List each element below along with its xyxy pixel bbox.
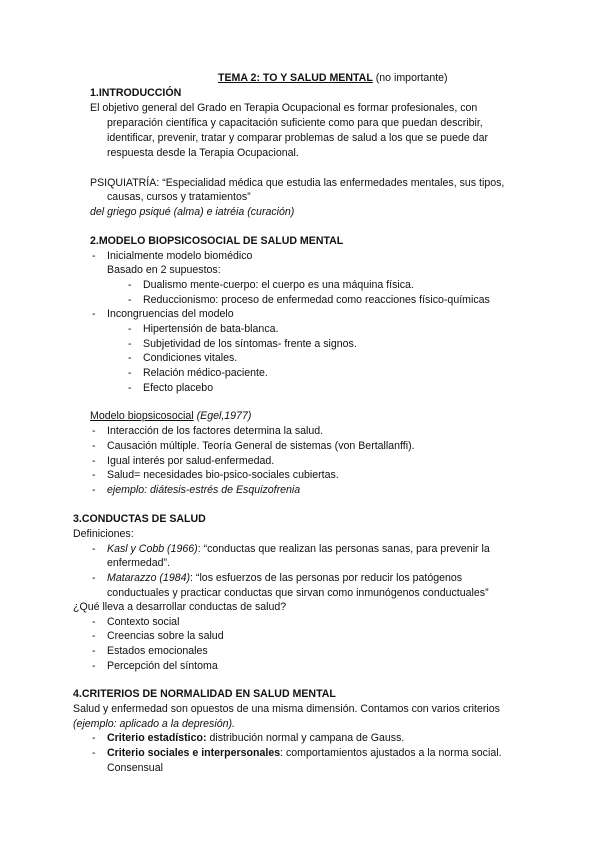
bps-title: Modelo biopsicosocial <box>90 410 194 422</box>
definition-author: Matarazzo (1984) <box>107 572 191 584</box>
biomedical-model-item: Inicialmente modelo biomédico <box>107 250 253 262</box>
bullet-dash: - <box>128 338 132 350</box>
bullet-dash: - <box>92 469 96 481</box>
incongruence-item: Condiciones vitales. <box>143 352 238 364</box>
title-main: TEMA 2: TO Y SALUD MENTAL <box>218 72 373 84</box>
criterion-label: Criterio sociales e interpersonales <box>107 747 281 759</box>
section-1-heading: 1.INTRODUCCIÓN <box>90 87 182 99</box>
definitions-label: Definiciones: <box>73 528 134 540</box>
definition-author: Kasl y Cobb (1966) <box>107 543 198 555</box>
criterion-text: distribución normal y campana de Gauss. <box>206 732 405 744</box>
criterion-label: Criterio estadístico: <box>107 732 207 744</box>
bullet-dash: - <box>92 747 96 759</box>
factor-item: Contexto social <box>107 616 180 628</box>
document-title <box>218 71 448 86</box>
normality-example: (ejemplo: aplicado a la depresión). <box>73 718 235 730</box>
bps-item: Causación múltiple. Teoría General de sistemas (von Bertallanffi). <box>107 440 415 452</box>
criterion-text: : comportamientos ajustados a la norma social. <box>280 747 502 759</box>
bullet-dash: - <box>128 294 132 306</box>
psiquiatria-definition-line-1: PSIQUIATRÍA: “Especialidad médica que estudia las enfermedades mentales, sus tipos, <box>90 177 505 189</box>
intro-paragraph-line-3: identificar, prevenir, tratar y comparar problemas de salud a los que se puede dar <box>107 132 488 144</box>
factor-item: Estados emocionales <box>107 645 208 657</box>
bullet-dash: - <box>92 484 96 496</box>
bullet-dash: - <box>128 367 132 379</box>
factor-item: Percepción del síntoma <box>107 660 218 672</box>
definition-continuation: enfermedad”. <box>107 557 171 569</box>
health-behaviour-question: ¿Qué lleva a desarrollar conductas de salud? <box>73 601 287 613</box>
title-note: (no importante) <box>372 72 448 84</box>
psiquiatria-definition-line-2: causas, cursos y tratamientos” <box>107 191 251 203</box>
bullet-dash: - <box>92 572 96 584</box>
assumptions-label: Basado en 2 supuestos: <box>107 264 221 276</box>
biopsychosocial-model-title <box>90 409 251 424</box>
incongruence-item: Hipertensión de bata-blanca. <box>143 323 279 335</box>
bullet-dash: - <box>92 732 96 744</box>
bps-reference: (Egel,1977) <box>193 410 252 422</box>
section-4-heading: 4.CRITERIOS DE NORMALIDAD EN SALUD MENTAL <box>73 688 336 700</box>
bullet-dash: - <box>92 630 96 642</box>
bullet-dash: - <box>128 352 132 364</box>
bullet-dash: - <box>92 645 96 657</box>
bullet-dash: - <box>92 455 96 467</box>
bullet-dash: - <box>128 323 132 335</box>
criterion-social <box>107 746 502 761</box>
bullet-dash: - <box>92 250 96 262</box>
intro-paragraph-line-4: respuesta desde la Terapia Ocupacional. <box>107 147 299 159</box>
definition-matarazzo <box>107 571 462 586</box>
bullet-dash: - <box>92 660 96 672</box>
definition-continuation: conductuales y practicar conductas que sirvan como inmunógenos conductuales” <box>107 587 489 599</box>
intro-paragraph-line-1: El objetivo general del Grado en Terapia Ocupacional es formar profesionales, con <box>90 102 478 114</box>
etymology-note: del griego psiqué (alma) e iatréia (curación) <box>90 206 295 218</box>
bullet-dash: - <box>128 279 132 291</box>
criterion-continuation: Consensual <box>107 762 163 774</box>
bullet-dash: - <box>92 440 96 452</box>
incongruences-item: Incongruencias del modelo <box>107 308 234 320</box>
bullet-dash: - <box>92 616 96 628</box>
intro-paragraph-line-2: preparación científica y capacitación suficiente como para que puedan describir, <box>107 117 483 129</box>
section-2-heading: 2.MODELO BIOPSICOSOCIAL DE SALUD MENTAL <box>90 235 344 247</box>
assumption-item: Dualismo mente-cuerpo: el cuerpo es una máquina física. <box>143 279 414 291</box>
bullet-dash: - <box>92 308 96 320</box>
bullet-dash: - <box>128 382 132 394</box>
factor-item: Creencias sobre la salud <box>107 630 224 642</box>
bullet-dash: - <box>92 425 96 437</box>
incongruence-item: Efecto placebo <box>143 382 214 394</box>
definition-kasl-cobb <box>107 542 490 557</box>
bullet-dash: - <box>92 543 96 555</box>
bps-item: Salud= necesidades bio-psico-sociales cubiertas. <box>107 469 339 481</box>
definition-text: : “los esfuerzos de las personas por reducir los patógenos <box>190 572 463 584</box>
bps-example: ejemplo: diátesis-estrés de Esquizofrenia <box>107 484 301 496</box>
definition-text: : “conductas que realizan las personas sanas, para prevenir la <box>197 543 490 555</box>
assumption-item: Reduccionismo: proceso de enfermedad como reacciones físico-químicas <box>143 294 490 306</box>
incongruence-item: Subjetividad de los síntomas- frente a signos. <box>143 338 357 350</box>
normality-intro: Salud y enfermedad son opuestos de una misma dimensión. Contamos con varios criterios <box>73 703 500 715</box>
section-3-heading: 3.CONDUCTAS DE SALUD <box>73 513 206 525</box>
criterion-statistical <box>107 731 404 746</box>
incongruence-item: Relación médico-paciente. <box>143 367 268 379</box>
bps-item: Interacción de los factores determina la salud. <box>107 425 324 437</box>
bps-item: Igual interés por salud-enfermedad. <box>107 455 275 467</box>
